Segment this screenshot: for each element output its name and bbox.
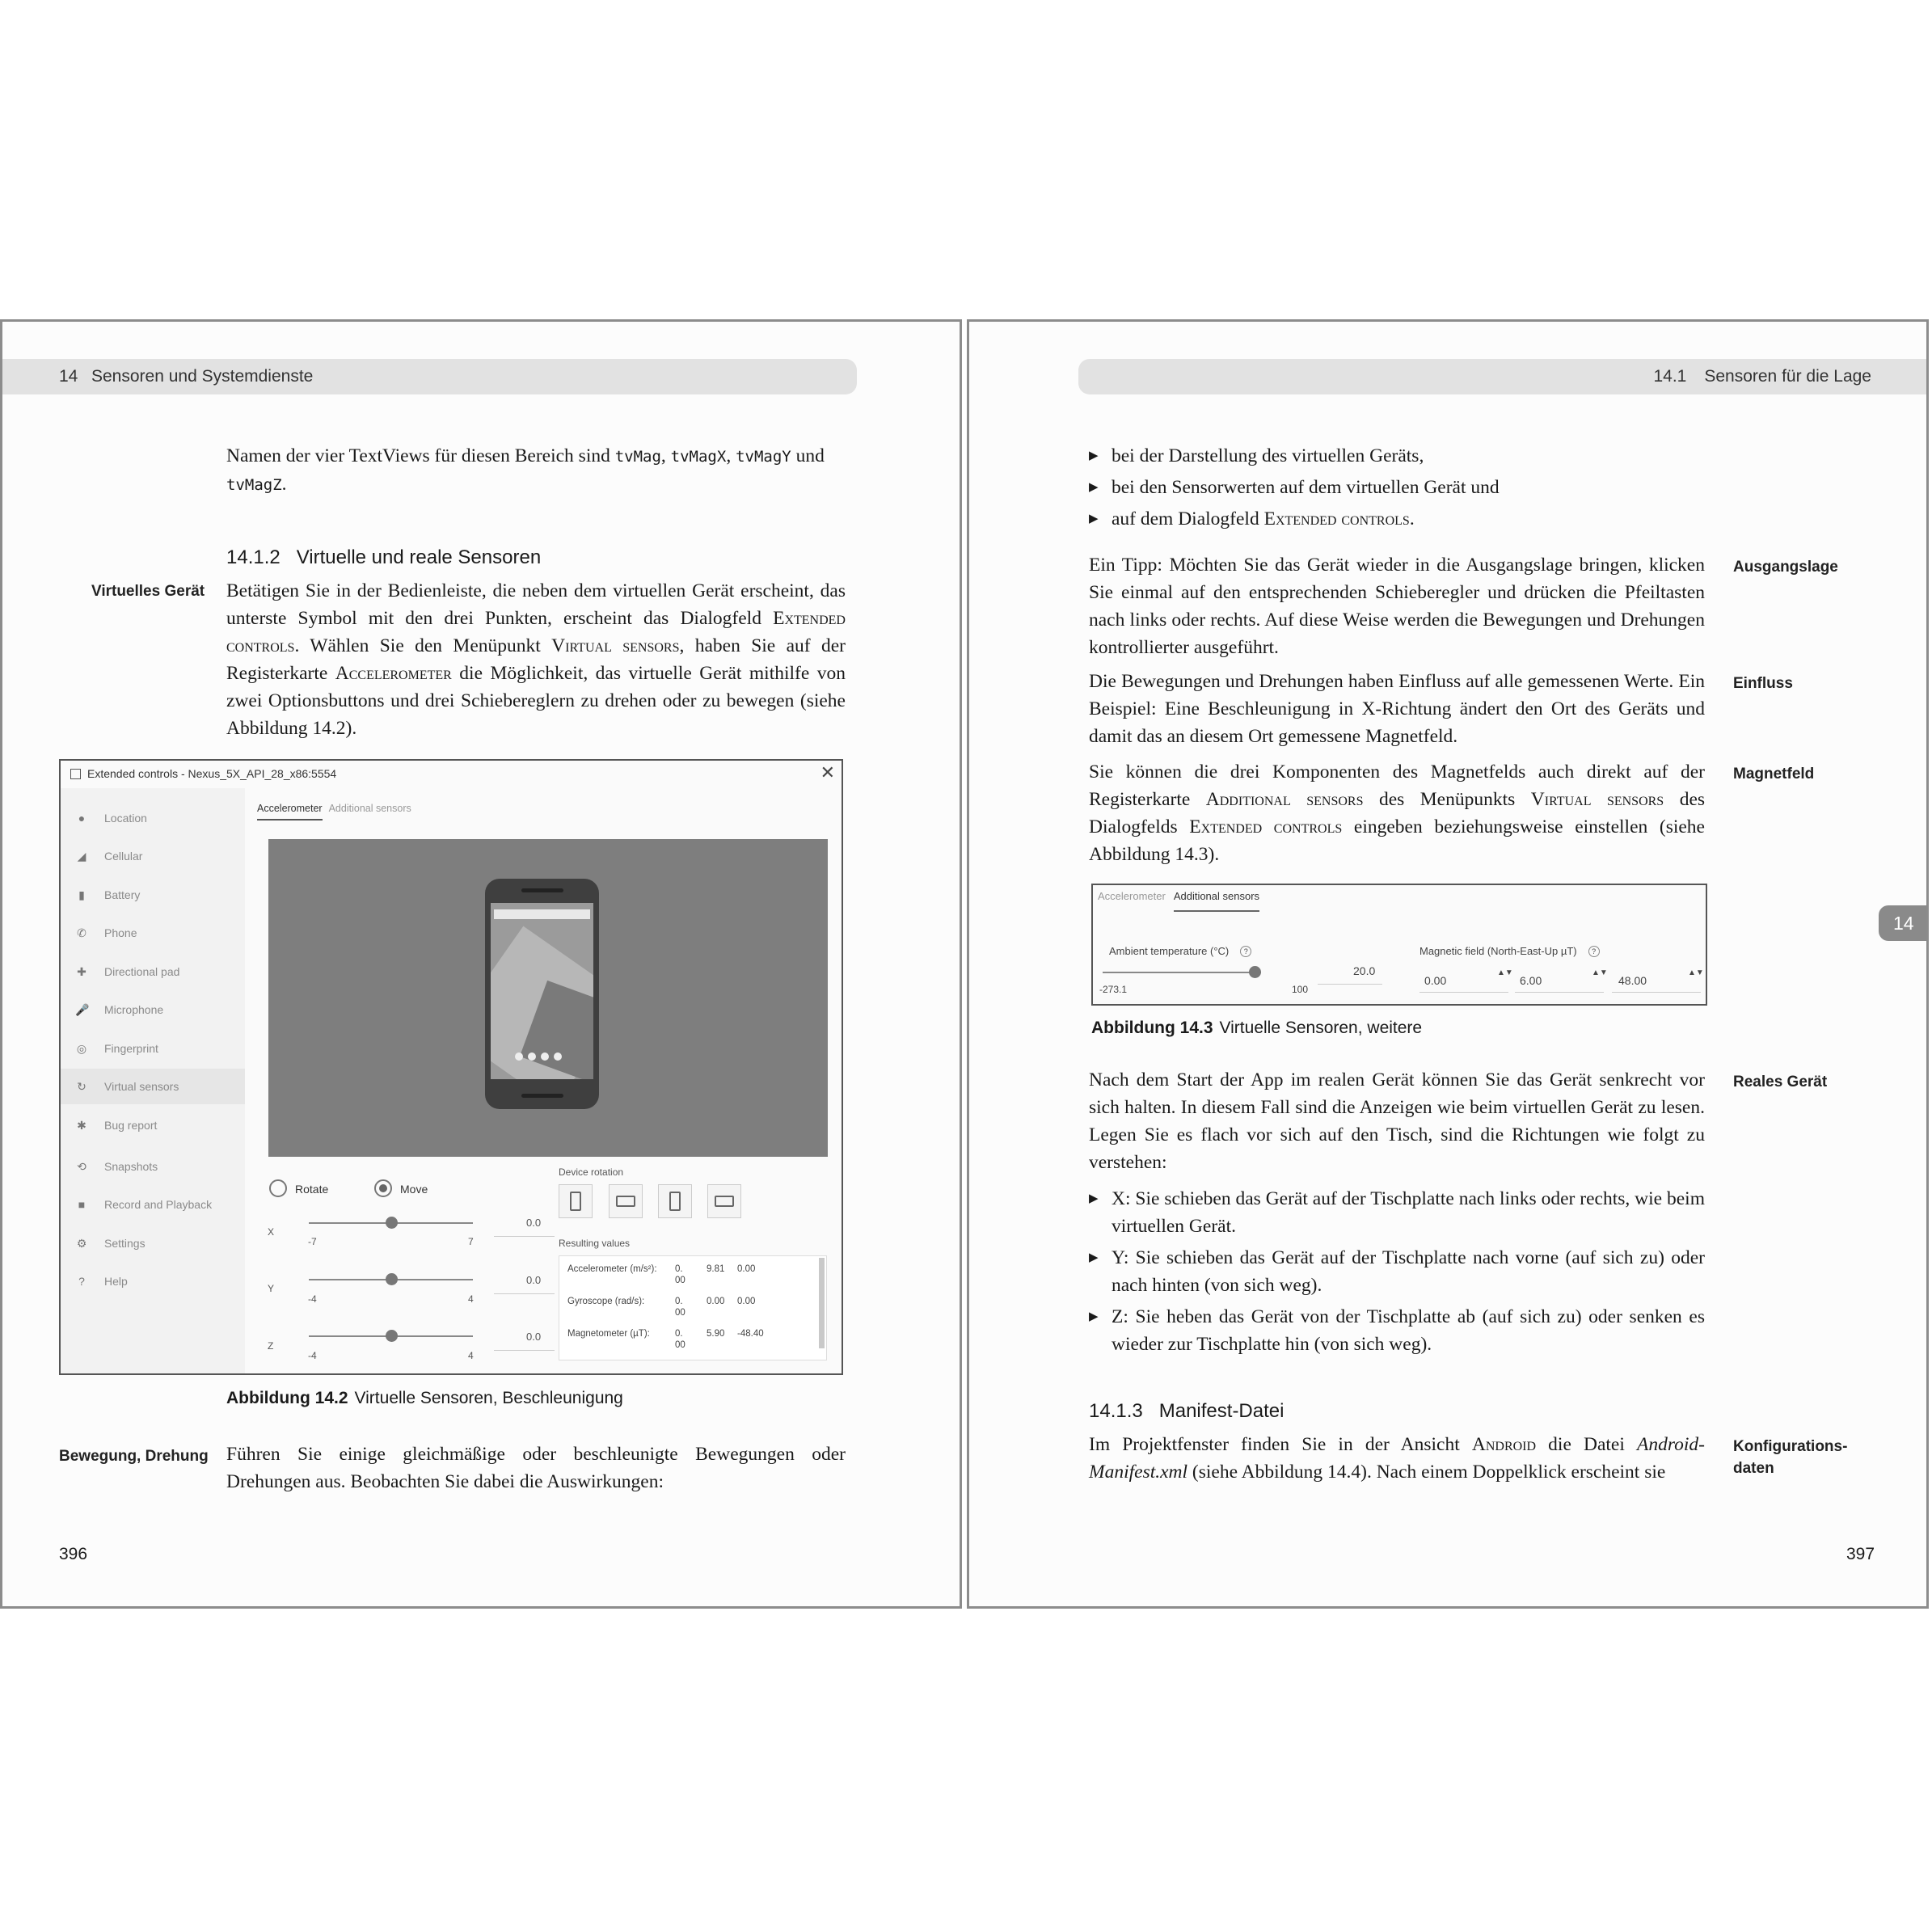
chapter-thumb-tab: 14 [1879, 905, 1929, 941]
text: Sie können die drei Komponenten des Magnetfelds auch direkt auf der Registerkarte [1089, 761, 1705, 810]
figure-caption [1091, 1019, 1422, 1038]
microphone-icon: 🎤 [75, 1003, 90, 1016]
intro-text: Namen der vier TextViews für diesen Bereich sind [226, 445, 615, 466]
slider-max: 7 [468, 1236, 474, 1247]
temperature-slider-handle[interactable] [1249, 966, 1261, 978]
fingerprint-icon: ◎ [76, 1042, 87, 1055]
sidebar-item-fingerprint[interactable] [61, 1031, 245, 1066]
snapshots-icon: ⟲ [77, 1160, 86, 1173]
slider-value: 0.0 [526, 1217, 542, 1229]
sidebar-item-label: Virtual sensors [104, 1080, 179, 1093]
rotate-portrait-button[interactable] [559, 1184, 593, 1218]
text: des Menüpunkts [1363, 789, 1531, 810]
result-name: Gyroscope (rad/s): [567, 1297, 645, 1306]
caption-label: Abbildung 14.3 [1091, 1019, 1213, 1037]
sidebar-item-label: Phone [104, 926, 137, 939]
slider-z-handle[interactable] [386, 1330, 398, 1342]
sidebar-item-record-and-playback[interactable] [61, 1187, 245, 1222]
sidebar-item-label: Bug report [104, 1119, 158, 1132]
margin-note: Einfluss [1733, 675, 1793, 692]
sidebar-item-label: Directional pad [104, 965, 180, 978]
list-item [1089, 505, 1705, 533]
sidebar-item-virtual-sensors[interactable] [61, 1069, 245, 1104]
result-value: 00 [675, 1308, 685, 1318]
result-value: 0.00 [707, 1297, 725, 1306]
sidebar [61, 788, 245, 1373]
result-value: 00 [675, 1276, 685, 1285]
paragraph [1089, 551, 1705, 661]
slider-max: 4 [468, 1350, 474, 1361]
margin-note: Reales Gerät [1733, 1074, 1828, 1090]
section-title: Sensoren für die Lage [1704, 367, 1871, 386]
sidebar-item-label: Snapshots [104, 1160, 158, 1173]
slider-max: 4 [468, 1293, 474, 1305]
intro-text: . [281, 474, 287, 495]
result-value: 9.81 [707, 1264, 725, 1274]
italic-filename: Android-Manifest.xml [1089, 1434, 1705, 1483]
separator: , [660, 445, 671, 466]
text: die Datei [1536, 1434, 1637, 1455]
result-value: -48.40 [737, 1329, 764, 1339]
sidebar-item-phone[interactable] [61, 915, 245, 951]
small-caps-term: Extended controls [226, 608, 846, 656]
text: die Möglichkeit, das virtuelle Gerät mithilfe von zwei Optionsbuttons und drei Schiebereglern zu drehen oder zu bewegen (siehe Abbildung 14.2). [226, 663, 846, 739]
list-item: ▶ X: Sie schieben das Gerät auf der Tischplatte nach links oder rechts, wie beim virtuellen Gerät. [1089, 1185, 1705, 1240]
small-caps-term: Accelerometer [335, 663, 452, 684]
sensor-tabs [1098, 890, 1268, 912]
section-title: Virtuelle und reale Sensoren [296, 546, 542, 568]
close-icon[interactable]: ✕ [820, 762, 835, 783]
paragraph [226, 1441, 846, 1495]
result-value: 00 [675, 1340, 685, 1350]
section-heading [226, 546, 541, 569]
temperature-slider-track[interactable] [1103, 972, 1261, 973]
help-icon[interactable]: ? [1240, 946, 1251, 957]
paragraph-text: Führen Sie einige gleichmäßige oder beschleunigte Bewegungen oder Drehungen aus. Beobachten Sie dabei die Auswirkungen: [226, 1444, 846, 1492]
slider-axis-label: X [268, 1226, 275, 1238]
help-icon: ? [78, 1275, 85, 1288]
input-underline [1612, 992, 1701, 993]
bullet-list [1089, 1185, 1705, 1358]
phone-speaker [521, 888, 563, 892]
spinner-arrows-icon[interactable]: ▲▼ [1497, 968, 1513, 977]
section-heading [1089, 1400, 1284, 1423]
input-underline [1515, 992, 1604, 993]
sidebar-item-location[interactable] [61, 800, 245, 836]
ambient-temperature-label [1109, 945, 1251, 957]
paragraph-text: Ein Tipp: Möchten Sie das Gerät wieder in die Ausgangslage bringen, klicken Sie einmal auf den entsprechenden Schieberegler und drücken die Pfeiltasten nach links oder rechts. Auf diese Weise werden die Bewegungen und Drehungen kontrollierter ausgeführt. [1089, 555, 1705, 658]
small-caps-term: Extended controls [1189, 816, 1343, 837]
small-caps-term: Virtual sensors [1530, 789, 1664, 810]
result-name: Accelerometer (m/s²): [567, 1264, 657, 1274]
slider-min: -273.1 [1099, 984, 1128, 995]
list-item: ▶ Y: Sie schieben das Gerät auf der Tischplatte nach vorne (auf sich zu) oder nach hinten (von sich weg). [1089, 1244, 1705, 1299]
spinner-arrows-icon[interactable]: ▲▼ [1688, 968, 1704, 977]
resulting-values-panel [559, 1255, 827, 1360]
section-number: 14.1 [1653, 367, 1687, 386]
help-icon[interactable]: ? [1588, 946, 1600, 957]
paragraph-text: Nach dem Start der App im realen Gerät können Sie das Gerät senkrecht vor sich halten. In diesem Fall sind die Anzeigen wie beim virtuellen Gerät zu lesen. Legen Sie es flach vor sich auf den Tisch, sind die Richtungen wie folgt zu verstehen: [1089, 1069, 1705, 1173]
phone-speaker [521, 1094, 563, 1098]
text: eingeben beziehungsweise einstellen (siehe Abbildung 14.3). [1089, 816, 1705, 865]
sensor-tabs [257, 803, 418, 820]
value-underline [494, 1293, 555, 1294]
magnetic-field-z-input[interactable]: 48.00 [1618, 974, 1647, 987]
running-head [1078, 359, 1926, 394]
phone-image [485, 879, 599, 1109]
margin-note-line: daten [1733, 1460, 1774, 1477]
result-value: 0.00 [737, 1264, 756, 1274]
dock-icons [515, 1050, 572, 1061]
sidebar-item-cellular[interactable] [61, 838, 245, 874]
slider-value: 0.0 [526, 1274, 542, 1286]
additional-sensors-panel [1091, 884, 1707, 1006]
code-tvmagy: tvMagY [736, 448, 791, 466]
window-titlebar [61, 761, 842, 787]
text: des Dialogfelds [1089, 789, 1706, 837]
caption-text: Virtuelle Sensoren, Beschleunigung [354, 1389, 623, 1407]
paragraph [1089, 1066, 1705, 1176]
margin-note [1733, 1436, 1847, 1479]
margin-note: Bewegung, Drehung [59, 1448, 209, 1465]
text: auf dem Dialogfeld [1112, 508, 1264, 529]
dpad-icon: ✚ [77, 965, 86, 978]
slider-min: -7 [308, 1236, 317, 1247]
rotate-radio[interactable] [269, 1179, 328, 1197]
intro-paragraph [226, 442, 846, 499]
paragraph [1089, 1431, 1705, 1486]
margin-note: Magnetfeld [1733, 766, 1815, 783]
phone-icon: ✆ [77, 926, 86, 939]
sidebar-item-label: Location [104, 812, 147, 825]
tab-accelerometer[interactable]: Accelerometer [257, 803, 323, 820]
margin-note: Virtuelles Gerät [91, 583, 205, 600]
virtual-sensors-icon: ↻ [77, 1080, 86, 1093]
figure-caption [226, 1389, 623, 1408]
separator: , [726, 445, 736, 466]
page-number: 396 [59, 1545, 88, 1563]
rotate-reverse-landscape-button[interactable] [707, 1184, 741, 1218]
slider-min: -4 [308, 1350, 317, 1361]
window-icon [70, 769, 81, 779]
slider-axis-label: Y [268, 1283, 275, 1294]
sidebar-item-label: Cellular [104, 850, 143, 863]
text: (siehe Abbildung 14.4). Nach einem Doppelklick erscheint sie [1187, 1462, 1666, 1483]
running-head [2, 359, 857, 394]
result-value: 0.00 [737, 1297, 756, 1306]
slider-min: -4 [308, 1293, 317, 1305]
left-page [0, 319, 962, 1609]
spinner-arrows-icon[interactable]: ▲▼ [1592, 968, 1608, 977]
radio-label: Rotate [295, 1183, 329, 1196]
section-number: 14.1.3 [1089, 1400, 1143, 1422]
sidebar-item-label: Battery [104, 888, 141, 901]
radio-circle [269, 1179, 287, 1197]
list-item: ▶ bei der Darstellung des virtuellen Geräts, [1089, 442, 1705, 470]
paragraph [1089, 668, 1705, 750]
chapter-number: 14 [59, 367, 78, 386]
search-bar [494, 909, 590, 919]
sidebar-item-label: Microphone [104, 1003, 164, 1016]
result-value: 0. [675, 1297, 683, 1306]
small-caps-term: Extended controls [1263, 508, 1410, 529]
page-number: 397 [1846, 1545, 1875, 1563]
sidebar-item-microphone[interactable] [61, 992, 245, 1027]
slider-axis-label: Z [268, 1340, 274, 1352]
text: . [1409, 508, 1415, 529]
ambient-temperature-value[interactable]: 20.0 [1353, 964, 1376, 977]
text: Im Projektfenster finden Sie in der Ansicht [1089, 1434, 1472, 1455]
rotate-reverse-portrait-button[interactable] [658, 1184, 692, 1218]
result-name: Magnetometer (µT): [567, 1329, 650, 1339]
small-caps-term: Additional sensors [1205, 789, 1364, 810]
sidebar-item-snapshots[interactable] [61, 1149, 245, 1184]
radio-label: Move [400, 1183, 428, 1196]
tab-additional-sensors[interactable]: Additional sensors [328, 803, 411, 814]
text: . Wählen Sie den Menüpunkt [294, 635, 552, 656]
code-tvmagx: tvMagX [670, 448, 727, 466]
small-caps-term: Virtual sensors [551, 635, 680, 656]
sidebar-item-label: Help [104, 1275, 128, 1288]
sidebar-item-label: Record and Playback [104, 1198, 213, 1211]
input-underline [1419, 992, 1508, 993]
result-value: 0. [675, 1329, 683, 1339]
paragraph-text: Die Bewegungen und Drehungen haben Einfluss auf alle gemessenen Werte. Ein Beispiel: Eine Beschleunigung in X-Richtung ändert den Ort des Geräts und damit das an diesem Ort gemessene Magnetfeld. [1089, 671, 1705, 747]
code-tvmagz: tvMagZ [226, 476, 282, 494]
slider-max: 100 [1292, 984, 1309, 995]
paragraph [1089, 758, 1705, 868]
small-caps-term: Android [1471, 1434, 1537, 1455]
magnetic-field-label [1419, 945, 1600, 957]
magnetic-field-y-input[interactable]: 6.00 [1520, 974, 1542, 987]
sidebar-item-label: Fingerprint [104, 1042, 158, 1055]
phone-display [491, 903, 593, 1079]
list-item: ▶ bei den Sensorwerten auf dem virtuellen Gerät und [1089, 474, 1705, 501]
value-underline [1318, 984, 1382, 985]
cellular-signal-icon: ◢ [77, 850, 86, 863]
tab-additional-sensors[interactable]: Additional sensors [1174, 890, 1259, 912]
bullet-list [1089, 442, 1705, 533]
gear-icon: ⚙ [76, 1237, 87, 1250]
intro-text: und [791, 445, 825, 466]
paragraph [226, 577, 846, 742]
move-radio[interactable] [374, 1179, 428, 1197]
value-underline [494, 1350, 555, 1351]
slider-x-handle[interactable] [386, 1217, 398, 1229]
caption-label: Abbildung 14.2 [226, 1389, 348, 1407]
label-text: Ambient temperature (°C) [1109, 945, 1230, 957]
bug-icon: ✱ [77, 1119, 86, 1132]
chapter-title: Sensoren und Systemdienste [91, 367, 314, 386]
code-tvmag: tvMag [614, 448, 661, 466]
device-rotation-label: Device rotation [559, 1166, 624, 1178]
result-value: 5.90 [707, 1329, 725, 1339]
result-value: 0. [675, 1264, 683, 1274]
margin-note: Ausgangslage [1733, 559, 1838, 576]
slider-value: 0.0 [526, 1331, 542, 1343]
record-icon: ■ [78, 1198, 86, 1211]
sidebar-item-bug-report[interactable] [61, 1107, 245, 1143]
slider-y-handle[interactable] [386, 1273, 398, 1285]
scrollbar[interactable] [819, 1258, 825, 1348]
window-title: Extended controls - Nexus_5X_API_28_x86:5554 [87, 767, 337, 780]
label-text: Magnetic field (North-East-Up µT) [1419, 945, 1577, 957]
sidebar-item-directional-pad[interactable] [61, 954, 245, 989]
sidebar-item-help[interactable] [61, 1263, 245, 1299]
text: Betätigen Sie in der Bedienleiste, die neben dem virtuellen Gerät erscheint, das unterste Symbol mit den drei Punkten, erscheint das Dialogfeld [226, 580, 846, 629]
section-number: 14.1.2 [226, 546, 281, 568]
device-preview [268, 839, 828, 1157]
resulting-values-label: Resulting values [559, 1238, 631, 1249]
text: , haben Sie auf der Registerkarte [226, 635, 846, 684]
caption-text: Virtuelle Sensoren, weitere [1219, 1019, 1423, 1037]
margin-note-line: Konfigurations- [1733, 1438, 1848, 1455]
list-item: ▶ Z: Sie heben das Gerät von der Tischplatte ab (auf sich zu) oder senken es wieder zur Tischplatte hin (von sich weg). [1089, 1303, 1705, 1358]
section-title: Manifest-Datei [1158, 1400, 1284, 1422]
value-underline [494, 1236, 555, 1237]
magnetic-field-x-input[interactable]: 0.00 [1424, 974, 1447, 987]
extended-controls-window [59, 759, 843, 1375]
sidebar-item-battery[interactable] [61, 877, 245, 913]
battery-icon: ▮ [78, 888, 85, 901]
sidebar-item-label: Settings [104, 1237, 146, 1250]
sidebar-item-settings[interactable] [61, 1225, 245, 1261]
right-page [967, 319, 1929, 1609]
location-pin-icon: ● [78, 812, 86, 825]
radio-circle-selected [374, 1179, 392, 1197]
tab-accelerometer[interactable]: Accelerometer [1098, 890, 1166, 902]
rotate-landscape-button[interactable] [609, 1184, 643, 1218]
